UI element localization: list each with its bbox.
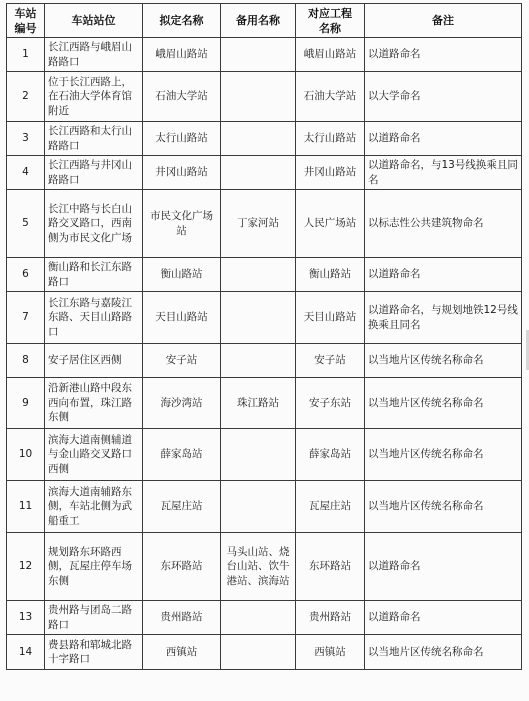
table-row — [7, 429, 522, 481]
station-number-cell: 13 — [7, 601, 45, 635]
station-number-cell: 5 — [7, 190, 45, 258]
station-number-cell: 3 — [7, 122, 45, 156]
station-location-cell: 滨海大道南侧辅道与金山路交叉路口西侧 — [45, 429, 143, 481]
engineering-name-cell: 天目山路站 — [296, 292, 365, 344]
engineering-name-cell: 东环路站 — [296, 533, 365, 601]
header-engineering-name: 对应工程 名称 — [296, 4, 365, 38]
proposed-name-cell: 贵州路站 — [143, 601, 221, 635]
table-row — [7, 378, 522, 429]
header-proposed-name: 拟定名称 — [143, 4, 221, 38]
station-number-cell: 6 — [7, 258, 45, 292]
station-location-cell: 贵州路与团岛二路路口 — [45, 601, 143, 635]
remarks-cell: 以当地片区传统名称命名 — [365, 429, 522, 481]
proposed-name-cell: 西镇站 — [143, 635, 221, 670]
header-station-number: 车站 编号 — [7, 4, 45, 38]
alternate-name-cell — [221, 481, 296, 533]
engineering-name-cell: 太行山路站 — [296, 122, 365, 156]
station-number-cell: 4 — [7, 156, 45, 190]
engineering-name-cell: 峨眉山路站 — [296, 38, 365, 72]
station-location-cell: 沿新港山路中段东西向布置，珠江路东侧 — [45, 378, 143, 429]
remarks-cell: 以道路命名 — [365, 601, 522, 635]
remarks-cell: 以当地片区传统名称命名 — [365, 378, 522, 429]
table-body — [7, 38, 522, 670]
alternate-name-cell: 珠江路站 — [221, 378, 296, 429]
station-number-cell: 12 — [7, 533, 45, 601]
engineering-name-cell: 井冈山路站 — [296, 156, 365, 190]
station-location-cell: 位于长江西路上，在石油大学体育馆附近 — [45, 72, 143, 122]
station-number-cell: 2 — [7, 72, 45, 122]
engineering-name-cell: 瓦屋庄站 — [296, 481, 365, 533]
table-row — [7, 72, 522, 122]
engineering-name-cell: 贵州路站 — [296, 601, 365, 635]
station-number-cell: 11 — [7, 481, 45, 533]
proposed-name-cell: 瓦屋庄站 — [143, 481, 221, 533]
engineering-name-cell: 安子站 — [296, 344, 365, 378]
station-location-cell: 长江西路与峨眉山路路口 — [45, 38, 143, 72]
alternate-name-cell: 丁家河站 — [221, 190, 296, 258]
alternate-name-cell — [221, 258, 296, 292]
alternate-name-cell — [221, 635, 296, 670]
table-row — [7, 38, 522, 72]
station-number-cell: 8 — [7, 344, 45, 378]
proposed-name-cell: 衡山路站 — [143, 258, 221, 292]
alternate-name-cell — [221, 72, 296, 122]
remarks-cell: 以道路命名，与13号线换乘且同名 — [365, 156, 522, 190]
proposed-name-cell: 薛家岛站 — [143, 429, 221, 481]
engineering-name-cell: 石油大学站 — [296, 72, 365, 122]
engineering-name-cell: 薛家岛站 — [296, 429, 365, 481]
table-row — [7, 122, 522, 156]
remarks-cell: 以当地片区传统名称命名 — [365, 635, 522, 670]
station-naming-table — [6, 3, 522, 670]
alternate-name-cell — [221, 601, 296, 635]
remarks-cell: 以大学命名 — [365, 72, 522, 122]
station-location-cell: 滨海大道南辅路东侧，车站北侧为武船重工 — [45, 481, 143, 533]
alternate-name-cell — [221, 122, 296, 156]
station-location-cell: 安子居住区西侧 — [45, 344, 143, 378]
table-row — [7, 190, 522, 258]
table-row — [7, 258, 522, 292]
proposed-name-cell: 东环路站 — [143, 533, 221, 601]
station-location-cell: 长江中路与长白山路交叉路口，西南侧为市民文化广场 — [45, 190, 143, 258]
table-row — [7, 533, 522, 601]
remarks-cell: 以当地片区传统名称命名 — [365, 481, 522, 533]
alternate-name-cell — [221, 344, 296, 378]
alternate-name-cell — [221, 429, 296, 481]
remarks-cell: 以当地片区传统名称命名 — [365, 344, 522, 378]
header-alternate-name: 备用名称 — [221, 4, 296, 38]
table-row — [7, 292, 522, 344]
proposed-name-cell: 天目山路站 — [143, 292, 221, 344]
engineering-name-cell: 人民广场站 — [296, 190, 365, 258]
station-location-cell: 长江东路与嘉陵江东路、天目山路路口 — [45, 292, 143, 344]
header-station-location: 车站站位 — [45, 4, 143, 38]
remarks-cell: 以道路命名，与规划地铁12号线换乘且同名 — [365, 292, 522, 344]
station-location-cell: 费县路和郓城北路十字路口 — [45, 635, 143, 670]
proposed-name-cell: 市民文化广场站 — [143, 190, 221, 258]
alternate-name-cell — [221, 292, 296, 344]
station-location-cell: 长江西路与井冈山路路口 — [45, 156, 143, 190]
proposed-name-cell: 太行山路站 — [143, 122, 221, 156]
engineering-name-cell: 衡山路站 — [296, 258, 365, 292]
station-number-cell: 14 — [7, 635, 45, 670]
alternate-name-cell — [221, 38, 296, 72]
remarks-cell: 以道路命名 — [365, 533, 522, 601]
remarks-cell: 以道路命名 — [365, 38, 522, 72]
table-row — [7, 601, 522, 635]
table-row — [7, 481, 522, 533]
table-row — [7, 156, 522, 190]
station-number-cell: 1 — [7, 38, 45, 72]
proposed-name-cell: 海沙湾站 — [143, 378, 221, 429]
station-location-cell: 规划路东环路西侧，瓦屋庄停车场东侧 — [45, 533, 143, 601]
station-location-cell: 长江西路和太行山路路口 — [45, 122, 143, 156]
engineering-name-cell: 西镇站 — [296, 635, 365, 670]
proposed-name-cell: 石油大学站 — [143, 72, 221, 122]
remarks-cell: 以道路命名 — [365, 258, 522, 292]
header-remarks: 备注 — [365, 4, 522, 38]
station-number-cell: 7 — [7, 292, 45, 344]
proposed-name-cell: 峨眉山路站 — [143, 38, 221, 72]
station-location-cell: 衡山路和长江东路路口 — [45, 258, 143, 292]
remarks-cell: 以标志性公共建筑物命名 — [365, 190, 522, 258]
remarks-cell: 以道路命名 — [365, 122, 522, 156]
table-row — [7, 635, 522, 670]
table-row — [7, 344, 522, 378]
table-header-row — [7, 4, 522, 38]
proposed-name-cell: 井冈山路站 — [143, 156, 221, 190]
proposed-name-cell: 安子站 — [143, 344, 221, 378]
alternate-name-cell — [221, 156, 296, 190]
engineering-name-cell: 安子东站 — [296, 378, 365, 429]
alternate-name-cell: 马头山站、烧台山站、饮牛港站、滨海站 — [221, 533, 296, 601]
station-number-cell: 9 — [7, 378, 45, 429]
station-number-cell: 10 — [7, 429, 45, 481]
